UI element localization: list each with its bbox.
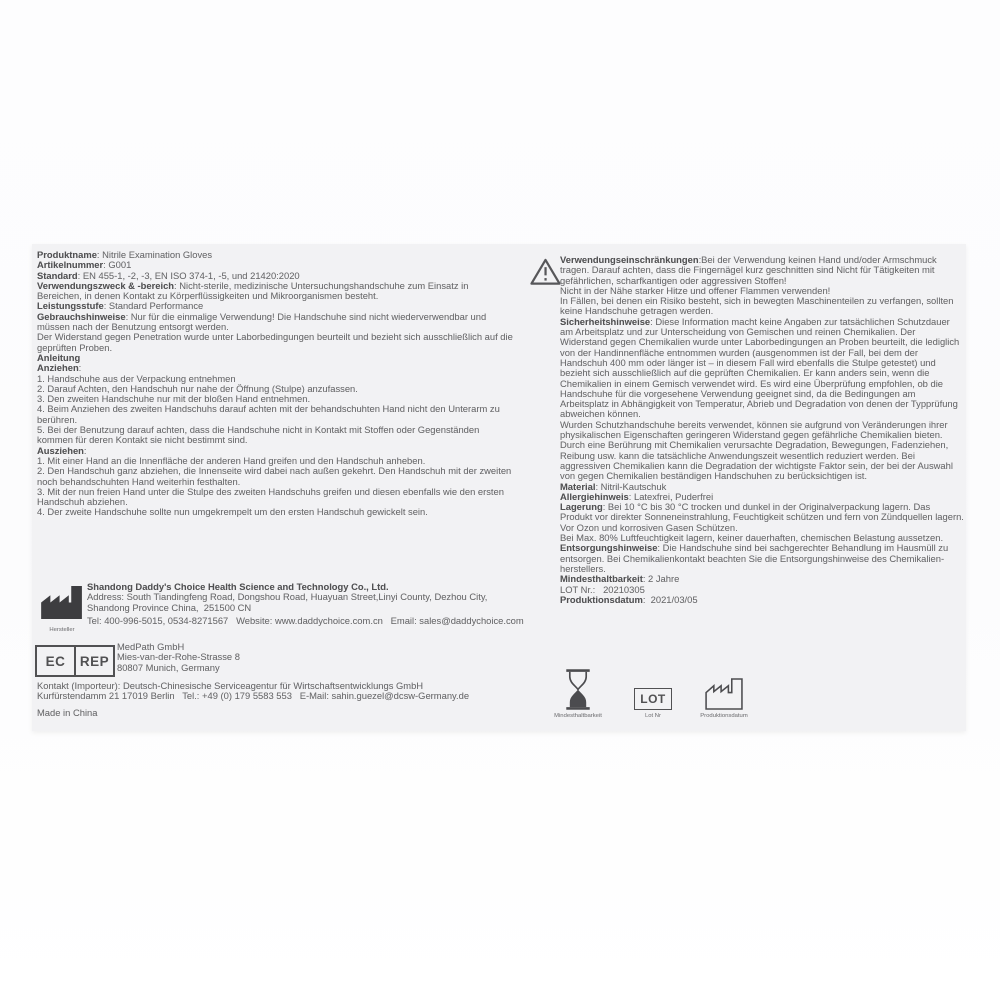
paragraph: 3. Den zweiten Handschuhe nur mit der bloßen Hand entnehmen. bbox=[37, 393, 311, 405]
paragraph: Produktname: Nitrile Examination Gloves bbox=[37, 249, 213, 260]
paragraph: Shandong Daddy's Choice Health Science and Technology Co., Ltd. bbox=[87, 581, 389, 592]
ec-rep-icon bbox=[35, 645, 115, 677]
paragraph: 4. Beim Anziehen des zweiten Handschuhs darauf achten mit der behandschuhten Hand nicht den Unterarm zu berühren. bbox=[37, 403, 503, 425]
paragraph: Mindesthaltbarkeit: 2 Jahre bbox=[560, 573, 680, 585]
lot-icon bbox=[634, 663, 672, 710]
production-date-symbol bbox=[679, 663, 769, 719]
paragraph: In Fällen, bei denen ein Risiko besteht, sich in bewegten Maschinenteilen zu verfangen, sollten keine Handschuhe getragen werden. bbox=[560, 295, 957, 317]
paragraph: 1. Mit einer Hand an die Innenfläche der anderen Hand greifen und den Handschuh anheben. bbox=[37, 454, 426, 466]
paragraph: Sicherheitshinweise: Diese Information macht keine Angaben zur tatsächlichen Schutzdauer am Arbeitsplatz und zur Unterscheidung von Gemischen und reinen Chemikalien. Der Widerstand gegen Chemikalien wurde unter Laborbedingungen an Proben beurteilt, die lediglich von der Handinnenfläche entnommen wurden (ausgenommen ist der Fall, bei dem der Handschuh 400 mm oder länger ist – in diesem Fall wird ebenfalls die Stulpe getestet) und bezieht sich ausschließlich auf die geprüften Chemikalien. Er kann anders sein, wenn die Chemikalien in einem Gemisch verwendet wird. Es wird eine Überprüfung empfohlen, ob die Handschuhe für die vorgesehene Verwendung geeignet sind, da die Bedingungen am Arbeitsplatz in Abhängigkeit von Temperatur, Abrieb und Degradation von denen der Typprüfung abweichen können. bbox=[560, 315, 962, 420]
manufacturer-symbol bbox=[35, 586, 89, 633]
paragraph: Anziehen: bbox=[37, 362, 82, 374]
paragraph: 2. Darauf Achten, den Handschuh nur nahe der Öffnung (Stulpe) anzufassen. bbox=[37, 382, 358, 394]
paragraph: Nicht in der Nähe starker Hitze und offener Flammen verwenden! bbox=[560, 284, 831, 296]
paragraph: Gebrauchshinweise: Nur für die einmalige Verwendung! Die Handschuhe sind nicht wiederverwendbar und müssen nach der Benutzung entsorgt werden. bbox=[37, 310, 489, 333]
paragraph: Der Widerstand gegen Penetration wurde unter Laborbedingungen beurteilt und bezieht sich ausschließlich auf die geprüften Proben. bbox=[37, 331, 516, 353]
paragraph: Wurden Schutzhandschuhe bereits verwendet, können sie aufgrund von Veränderungen ihrer physikalischen Eigenschaften geringeren Widerstand gegen gefährliche Chemikalien bieten. Durch eine Berührung mit Chemikalien verursachte Degradation, Bewegungen, Fadenziehen, Reibung usw. kann die tatsächliche Anwendungszeit wesentlich reduziert werden. Bei aggressiven Chemikalien kann die Degradation der wichtigste Faktor sein, der bei der Auswahl von gegen Chemikalien beständigen Handschuhen zu berücksichtigen ist. bbox=[560, 418, 956, 482]
text-line: Kurfürstendamm 21 17019 Berlin Tel.: +49 (0) 179 5583 553 E-Mail: sahin.guezel@dcsw-Germany.de bbox=[37, 690, 470, 702]
paragraph: Artikelnummer: G001 bbox=[37, 259, 132, 271]
paragraph: Allergiehinweis: Latexfrei, Puderfrei bbox=[560, 490, 714, 502]
left-column bbox=[37, 249, 516, 518]
paragraph: 5. Bei der Benutzung darauf achten, dass die Handschuhe nicht in Kontakt mit Stoffen oder Gegenständen kommen für deren Kontakt sie nicht bestimmt sind. bbox=[37, 424, 482, 446]
paragraph: Tel: 400-996-5015, 0534-8271567 Website: www.daddychoice.com.cn Email: sales@daddychoice.com bbox=[87, 614, 524, 626]
paragraph: LOT Nr.: 20210305 bbox=[560, 583, 645, 595]
ec-rep-box-rep: REP bbox=[74, 647, 113, 675]
text-line: MedPath GmbH bbox=[117, 641, 185, 652]
factory-icon bbox=[41, 586, 84, 624]
hourglass-icon bbox=[565, 663, 591, 710]
paragraph: 2. Den Handschuh ganz abziehen, die Innenseite wird dabei nach außen gekehrt. Den Handschuh mit der zweiten noch behandschuhten Hand weiterhin festhalten. bbox=[37, 465, 514, 487]
paragraph: Bei Max. 80% Luftfeuchtigkeit lagern, keiner dauerhaften, chemischen Belastung aussetzen. bbox=[560, 532, 944, 544]
paragraph: Material: Nitril-Kautschuk bbox=[560, 480, 667, 492]
text-line: Mies-van-der-Rohe-Strasse 8 bbox=[117, 651, 240, 663]
factory-outline-icon bbox=[705, 663, 744, 710]
warning-triangle-icon bbox=[529, 257, 563, 287]
paragraph: Anleitung bbox=[37, 351, 81, 363]
importer-contact bbox=[37, 681, 577, 702]
paragraph: Leistungsstufe: Standard Performance bbox=[37, 300, 204, 312]
shelf-life-caption: Mindesthaltbarkeit bbox=[554, 713, 602, 719]
production-date-caption: Produktionsdatum bbox=[700, 713, 748, 719]
paragraph: Verwendungseinschränkungen:Bei der Verwendung keinen Hand und/oder Armschmuck tragen. Darauf achten, dass die Fingernägel kurz geschnitten sind Nicht für Tätigkeiten mit gefährlichen, scharfkantigen oder aggressiven Stoffen! bbox=[560, 254, 940, 286]
lot-box-text: LOT bbox=[634, 688, 672, 710]
paragraph: Verwendungszweck & -bereich: Nicht-sterile, medizinische Untersuchungshandschuhe zum Einsatz in Bereichen, in denen Kontakt zu Körperflüssigkeiten und Mikroorganismen besteht. bbox=[37, 279, 472, 302]
manufacturer-symbol-caption: Hersteller bbox=[49, 627, 75, 633]
ec-rep-box-ec: EC bbox=[45, 653, 66, 669]
paragraph: Produktionsdatum: 2021/03/05 bbox=[560, 593, 698, 605]
country-of-origin bbox=[37, 708, 237, 718]
text-line: 80807 Munich, Germany bbox=[117, 661, 220, 673]
text-line: Kontakt (Importeur): Deutsch-Chinesische Serviceagentur für Wirtschaftsentwicklungs GmbH bbox=[37, 680, 424, 691]
product-label bbox=[32, 244, 966, 731]
made-in-text: Made in China bbox=[37, 707, 98, 718]
paragraph: Entsorgungshinweise: Die Handschuhe sind bei sachgerechter Behandlung im Hausmüll zu entsorgen. Bei Chemikalienkontakt beachten Sie die Entsorgungshinweise des Chemikalien-herstellers. bbox=[560, 542, 951, 574]
paragraph: Standard: EN 455-1, -2, -3, EN ISO 374-1, -5, und 21420:2020 bbox=[37, 269, 300, 281]
paragraph: Ausziehen: bbox=[37, 444, 87, 456]
paragraph: Address: South Tiandingfeng Road, Dongshou Road, Huayuan Street,Linyi County, Dezhou City, Shandong Province China, 251500 CN bbox=[87, 591, 491, 613]
ec-rep-address bbox=[117, 642, 417, 673]
right-column bbox=[560, 254, 967, 605]
paragraph: Lagerung: Bei 10 °C bis 30 °C trocken und dunkel in der Originalverpackung lagern. Das Produkt vor direkter Sonneneinstrahlung, Feuchtigkeit schützen und fern von Zündquellen lagern. Vor Ozon und korrosiven Gasen Schützen. bbox=[560, 501, 967, 533]
paragraph: 4. Der zweite Handschuhe sollte nun umgekrempelt um den ersten Handschuh gewickelt sein. bbox=[37, 506, 428, 518]
lot-caption: Lot Nr bbox=[644, 713, 662, 719]
paragraph: 1. Handschuhe aus der Verpackung entnehmen bbox=[37, 372, 236, 384]
paragraph: 3. Mit der nun freien Hand unter die Stulpe des zweiten Handschuhs greifen und diesen ebenfalls wie den ersten Handschuh abziehen. bbox=[37, 485, 507, 508]
manufacturer-info bbox=[87, 582, 529, 626]
